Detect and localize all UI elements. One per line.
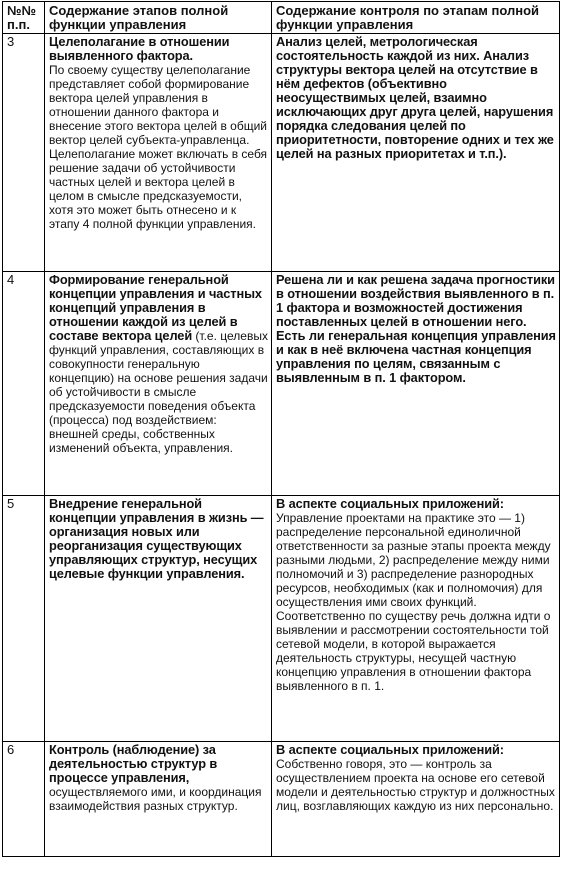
stage-cell bbox=[45, 742, 272, 857]
control-cell bbox=[272, 34, 560, 272]
table-row bbox=[3, 34, 560, 272]
control-title: Решена ли и как решена задача прогностики в отношении воздействия выявленного в п. 1 фактора и возможностей достижения поставленных целей в отношении него. Есть ли генеральная концепция управления и как в неё включена частная концепция управления по целям, связанным с выявленным в п. 1 фактором. bbox=[276, 272, 556, 385]
row-number: 5 bbox=[3, 496, 45, 742]
control-title: В аспекте социальных приложений: bbox=[276, 742, 504, 757]
table-row bbox=[3, 272, 560, 496]
control-title: Анализ целей, метрологическая состоятельность каждой из них. Анализ структуры вектора целей на отсутствие в нём дефектов (объективно неосуществимых целей, взаимно исключающих друг друга целей, нарушения порядка следования целей по приоритетности, повторение одних и тех же целей на разных приоритетах и т.п.). bbox=[276, 34, 554, 161]
stage-title: Контроль (наблюдение) за деятельностью структур в процессе управления, bbox=[49, 742, 218, 785]
stage-title: Внедрение генеральной концепции управления в жизнь — организация новых или реорганизация существующих управляющих структур, несущих целевые функции управления. bbox=[49, 496, 264, 581]
control-text: Управление проектами на практике это — 1) распределение персональной единоличной ответственности за разные этапы проекта между разными людьми, 2) распределение между ними полномочий и 3) распределение разнородных ресурсов, необходимых (как и полномочия) для осуществления ими своих функций. Соответственно по существу речь должна идти о выявлении и рассмотрении состоятельности той сетевой модели, в которой выражается деятельность структуры, несущей частную концепцию управления в отношении фактора выявленного в п. 1. bbox=[276, 511, 551, 693]
header-stage-content: Содержание этапов полной функции управления bbox=[45, 2, 272, 34]
control-title: В аспекте социальных приложений: bbox=[276, 496, 504, 511]
row-number: 3 bbox=[3, 34, 45, 272]
document-page bbox=[0, 1, 561, 877]
header-num: №№ п.п. bbox=[3, 2, 45, 34]
row-number: 4 bbox=[3, 272, 45, 496]
control-cell bbox=[272, 496, 560, 742]
stage-title: Формирование генеральной концепции управления и частных концепций управления в отношении каждой из целей в составе вектора целей bbox=[49, 272, 262, 343]
stage-cell bbox=[45, 272, 272, 496]
row-number: 6 bbox=[3, 742, 45, 857]
stage-text: По своему существу целеполагание представляет собой формирование вектора целей управления в отношении данного фактора и внесение этого вектора целей в общий вектор целей субъекта-управленца. Целеполагание может включать в себя решение задачи об устойчивости частных целей и вектора целей в целом в смысле предсказуемости, хотя это может быть отнесено и к этапу 4 полной функции управления. bbox=[49, 63, 268, 231]
table-row bbox=[3, 742, 560, 857]
header-control-content: Содержание контроля по этапам полной функции управления bbox=[272, 2, 560, 34]
stage-cell bbox=[45, 496, 272, 742]
control-text: Собственно говоря, это — контроль за осуществлением проекта на основе его сетевой модели и деятельностью структур и должностных лиц, возглавляющих каждую из них персонально. bbox=[276, 757, 555, 813]
control-cell bbox=[272, 272, 560, 496]
table-header-row bbox=[3, 2, 560, 34]
table-row bbox=[3, 496, 560, 742]
stage-cell bbox=[45, 34, 272, 272]
control-cell bbox=[272, 742, 560, 857]
control-stages-table bbox=[2, 1, 560, 857]
stage-title: Целеполагание в отношении выявленного фактора. bbox=[49, 34, 230, 63]
stage-text: (т.е. целевых функций управления, составляющих в совокупности генеральную концепцию) на основе решения задачи об устойчивости в смысле предсказуемости поведения объекта (процесса) под воздействием: внешней среды, собственных изменений объекта, управления. bbox=[49, 329, 268, 455]
stage-text: осуществляемого ими, и координация взаимодействия разных структур. bbox=[49, 785, 262, 813]
